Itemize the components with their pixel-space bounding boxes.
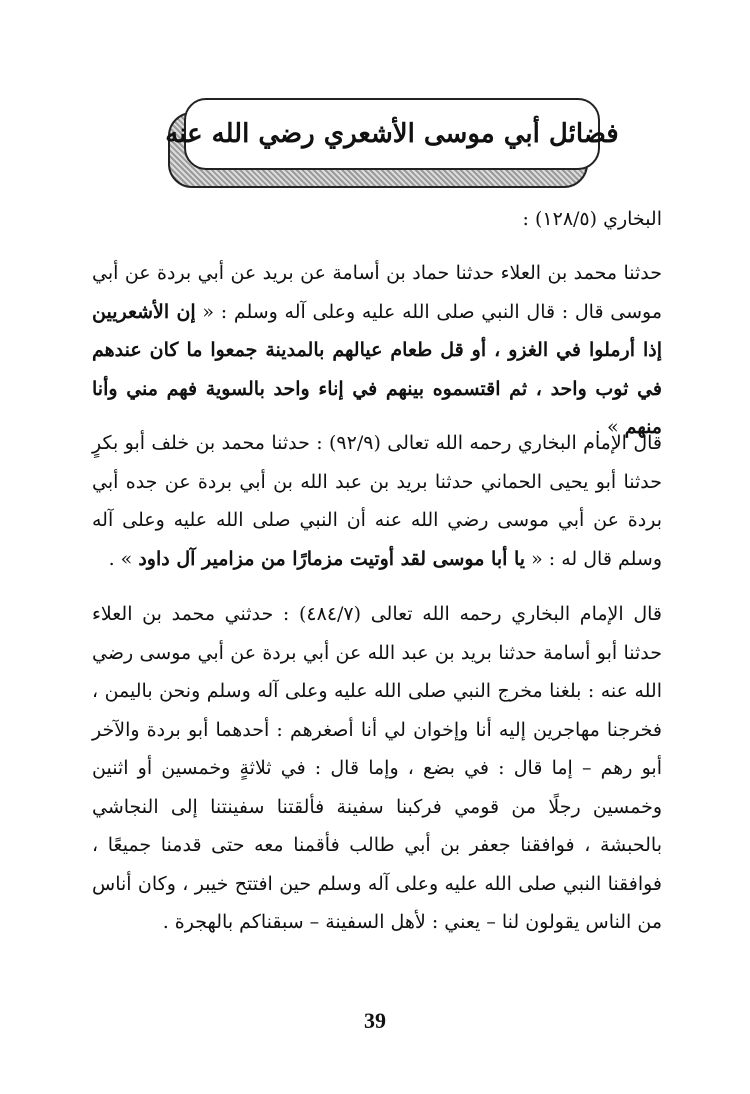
paragraph-1-hadith: إن الأشعريين إذا أرملوا في الغزو ، أو قل طعام عيالهم بالمدينة جمعوا ما كان عندهم في ثوب واحد ، ثم اقتسموه بينهم في إناء واحد بالسوية فهم مني وأنا منهم (92, 300, 662, 438)
paragraph-2 (92, 424, 662, 578)
paragraph-1-text: حدثنا محمد بن العلاء حدثنا حماد بن أسامة عن بريد عن أبي بردة عن أبي موسى قال : قال النبي صلى الله عليه وعلى آله وسلم : « (92, 262, 662, 323)
page-number: 39 (364, 1008, 386, 1033)
title-frame (165, 96, 619, 188)
paragraph-3 (92, 595, 662, 942)
paragraph-1 (92, 254, 662, 447)
source-reference-text: البخاري (١٢٨/٥) : (522, 208, 662, 230)
title-box (165, 98, 619, 170)
paragraph-2-text: قال الإمام البخاري رحمه الله تعالى (٩٢/٩) : حدثنا محمد بن خلف أبو بكرٍ حدثنا أبو يحيى الحماني حدثنا بريد بن عبد الله بن أبي بردة عن جده أبي بردة عن أبي موسى رضي الله عنه أن النبي صلى الله عليه وعلى آله وسلم قال له : « (92, 432, 662, 570)
paragraph-3-text: قال الإمام البخاري رحمه الله تعالى (٤٨٤/٧) : حدثني محمد بن العلاء حدثنا أبو أسامة حدثنا بريد بن عبد الله عن أبي بردة عن أبي موسى رضي الله عنه : بلغنا مخرج النبي صلى الله عليه وعلى آله وسلم ونحن باليمن ، فخرجنا مهاجرين إليه أنا وإخوان لي أنا أصغرهم : أحدهما أبو بردة والآخر أبو رهم – إما قال : في بضع ، وإما قال : في ثلاثةٍ وخمسين أو اثنين وخمسين رجلًا من قومي فركبنا سفينة فألقتنا سفينتنا إلى النجاشي بالحبشة ، فوافقنا جعفر بن أبي طالب فأقمنا معه حتى قدمنا جميعًا ، فوافقنا النبي صلى الله عليه وعلى آله وسلم حين افتتح خيبر ، وكان أناس من الناس يقولون لنا – يعني : لأهل السفينة – سبقناكم بالهجرة . (92, 603, 663, 933)
chapter-title: فضائل أبي موسى الأشعري رضي الله عنه (165, 119, 619, 149)
paragraph-1-end: » . (594, 416, 625, 438)
source-reference (92, 200, 662, 239)
paragraph-2-end: » . (108, 547, 139, 570)
paragraph-2-hadith: يا أبا موسى لقد أوتيت مزمارًا من مزامير آل داود (138, 547, 526, 570)
